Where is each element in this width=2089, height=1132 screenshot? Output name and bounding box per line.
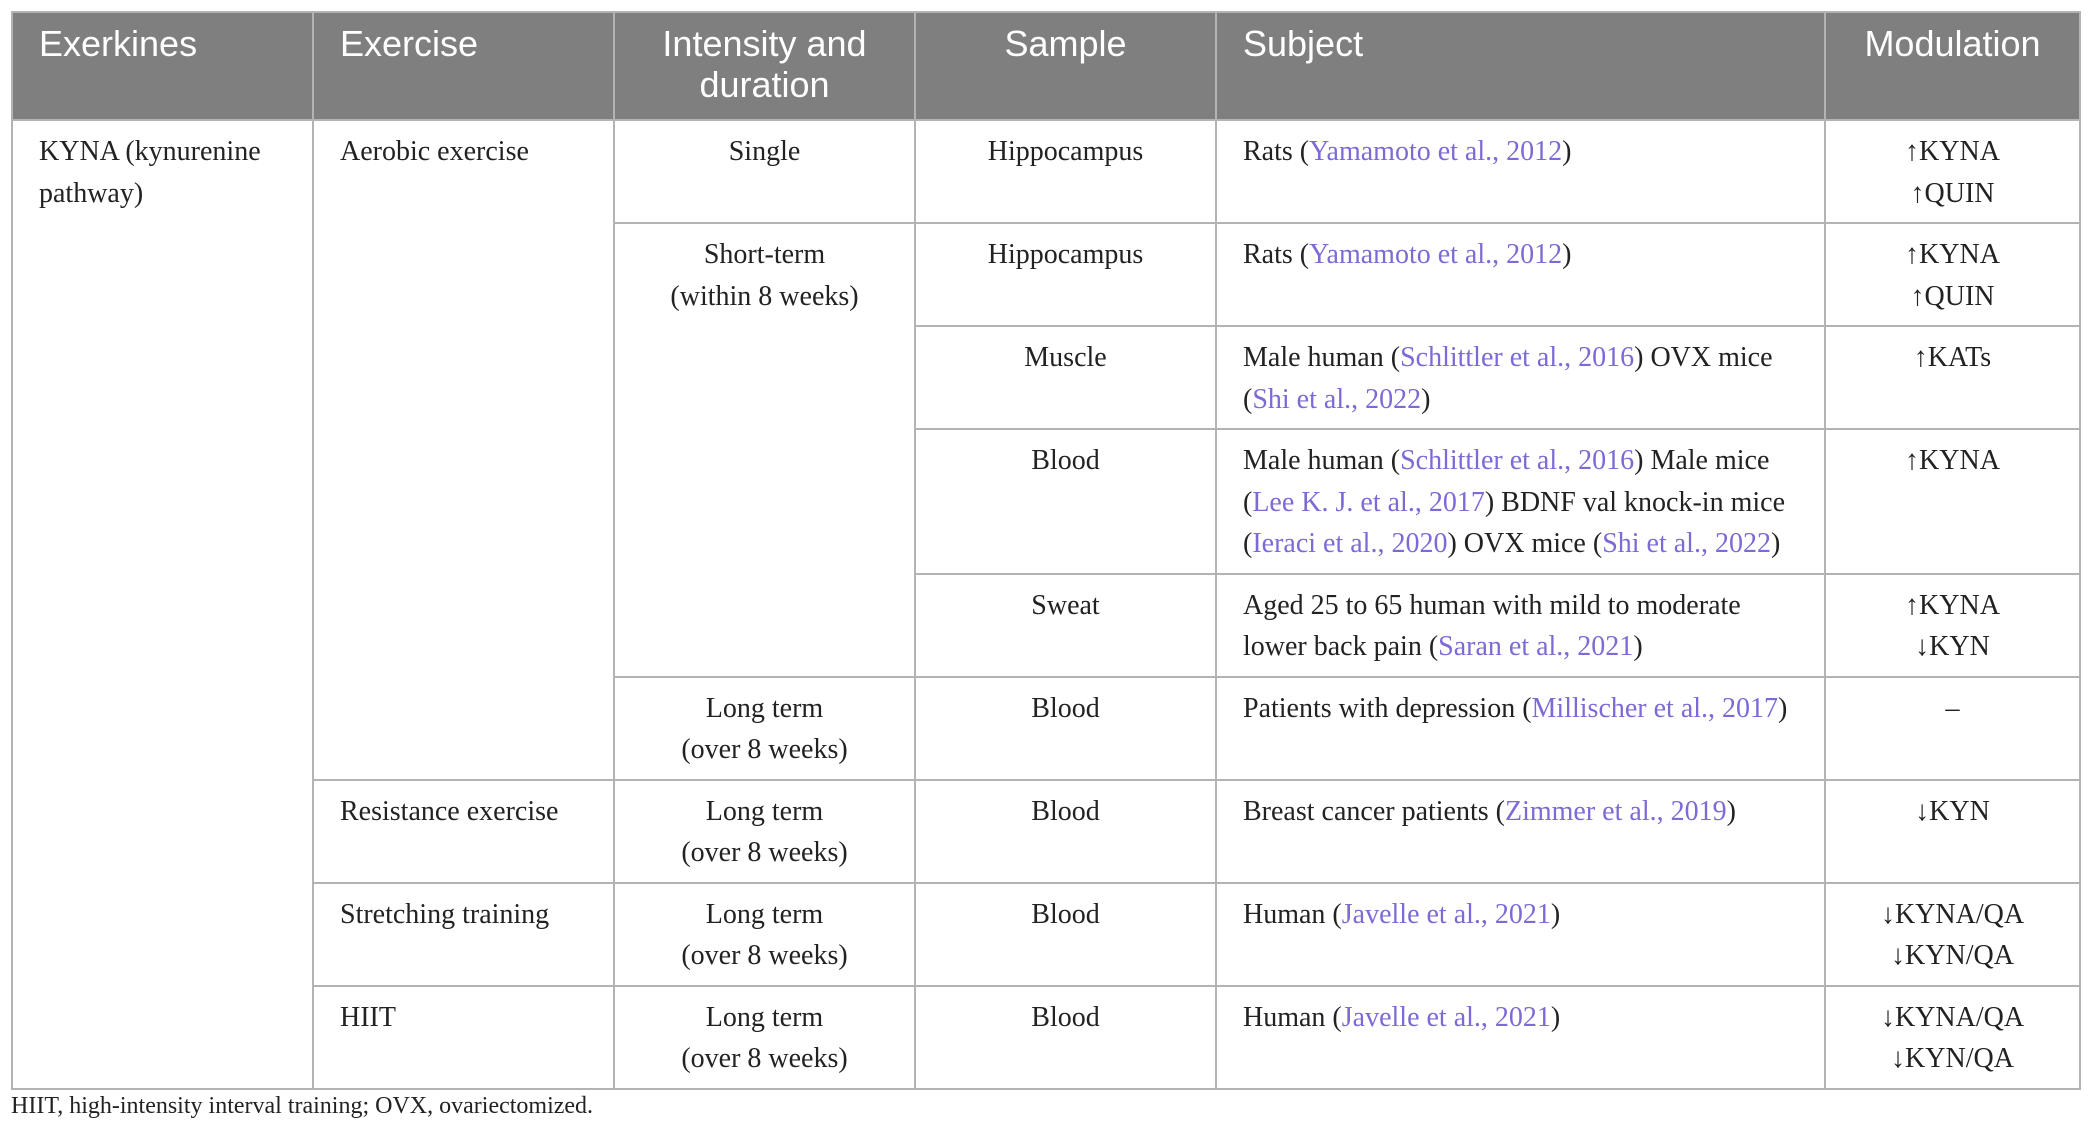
subject-text: ) OVX mice ( <box>1447 528 1603 559</box>
citation-link[interactable]: Shi et al., 2022 <box>1252 383 1422 415</box>
subject-text: Aged 25 to 65 human with mild to moderate lower back pain ( <box>1243 589 1741 662</box>
citation-link[interactable]: Millischer et al., 2017 <box>1531 692 1779 724</box>
intensity-long-term-line2: (over 8 weeks) <box>681 837 848 868</box>
intensity-long-term-line1: Long term <box>705 795 824 827</box>
header-subject: Subject <box>1216 12 1825 120</box>
modulation-cell <box>1825 780 2080 883</box>
exercise-stretching-cell: Stretching training <box>313 883 614 986</box>
modulation-cell <box>1825 429 2080 574</box>
header-exerkines: Exerkines <box>12 12 313 120</box>
modulation-cell <box>1825 883 2080 986</box>
modulation-cell <box>1825 677 2080 780</box>
intensity-long-term-line2: (over 8 weeks) <box>681 940 848 971</box>
table-row <box>12 883 2080 986</box>
header-intensity-duration: Intensity and duration <box>614 12 915 120</box>
subject-text: ) <box>1562 136 1572 167</box>
subject-text: Human ( <box>1243 1001 1342 1033</box>
modulation-value: ↑QUIN <box>1910 177 1995 209</box>
subject-cell <box>1216 120 1825 223</box>
table-row <box>12 120 2080 223</box>
modulation-value: – <box>1945 692 1960 724</box>
subject-text: ) <box>1562 239 1572 270</box>
intensity-long-term-line1: Long term <box>705 1001 824 1033</box>
modulation-value: ↑KATs <box>1913 342 1992 373</box>
citation-link[interactable]: Zimmer et al., 2019 <box>1504 795 1727 827</box>
modulation-cell <box>1825 326 2080 429</box>
subject-cell <box>1216 429 1825 574</box>
exercise-aerobic-cell: Aerobic exercise <box>313 120 614 780</box>
subject-text: Human ( <box>1243 898 1342 930</box>
sample-cell: Sweat <box>915 574 1216 677</box>
sample-cell: Blood <box>915 677 1216 780</box>
modulation-value: ↑KYNA <box>1905 589 2000 621</box>
citation-link[interactable]: Schlittler et al., 2016 <box>1400 445 1635 476</box>
modulation-value: ↓KYN <box>1915 631 1990 662</box>
subject-text: Patients with depression ( <box>1243 692 1532 724</box>
citation-link[interactable]: Javelle et al., 2021 <box>1341 1001 1551 1033</box>
intensity-long-term-line1: Long term <box>705 692 824 724</box>
sample-cell: Muscle <box>915 326 1216 429</box>
citation-link[interactable]: Yamamoto et al., 2012 <box>1309 136 1563 167</box>
modulation-value: ↑QUIN <box>1910 280 1995 312</box>
subject-text: ) <box>1770 528 1781 559</box>
intensity-long-term-cell <box>614 677 915 780</box>
intensity-single-cell: Single <box>614 120 915 223</box>
header-exercise: Exercise <box>313 12 614 120</box>
table-footnote: HIIT, high-intensity interval training; OVX, ovariectomized. <box>11 1093 594 1119</box>
subject-text: ) <box>1421 383 1431 415</box>
subject-cell <box>1216 223 1825 326</box>
exerkine-cell: KYNA (kynurenine pathway) <box>12 120 313 1089</box>
modulation-value: ↑KYNA <box>1905 445 2000 476</box>
modulation-value: ↓KYNA/QA <box>1880 1001 2025 1033</box>
header-sample: Sample <box>915 12 1216 120</box>
modulation-cell <box>1825 574 2080 677</box>
exerkine-table <box>11 11 2081 1090</box>
subject-text: ) <box>1550 1001 1561 1033</box>
modulation-value: ↓KYN/QA <box>1891 1043 2014 1074</box>
intensity-long-term-cell <box>614 986 915 1089</box>
exercise-hiit-cell: HIIT <box>313 986 614 1089</box>
citation-link[interactable]: Javelle et al., 2021 <box>1341 898 1551 930</box>
sample-cell: Blood <box>915 429 1216 574</box>
subject-text: Breast cancer patients ( <box>1243 795 1505 827</box>
table-wrapper <box>11 11 2079 1090</box>
subject-text: Rats ( <box>1243 239 1310 270</box>
intensity-short-term-line2: (within 8 weeks) <box>670 280 859 312</box>
sample-cell: Hippocampus <box>915 120 1216 223</box>
intensity-long-term-line2: (over 8 weeks) <box>681 1043 848 1074</box>
modulation-cell <box>1825 120 2080 223</box>
citation-link[interactable]: Yamamoto et al., 2012 <box>1309 239 1563 270</box>
modulation-value: ↓KYNA/QA <box>1880 898 2025 930</box>
subject-text: ) <box>1726 795 1736 827</box>
sample-cell: Hippocampus <box>915 223 1216 326</box>
intensity-long-term-cell <box>614 883 915 986</box>
subject-text: Rats ( <box>1243 136 1310 167</box>
subject-cell <box>1216 326 1825 429</box>
subject-cell <box>1216 986 1825 1089</box>
intensity-short-term-cell <box>614 223 915 677</box>
modulation-value: ↑KYNA <box>1905 136 2000 167</box>
intensity-long-term-line1: Long term <box>705 898 824 930</box>
subject-cell <box>1216 574 1825 677</box>
intensity-short-term-line1: Short-term <box>703 239 826 270</box>
subject-cell <box>1216 883 1825 986</box>
intensity-long-term-cell <box>614 780 915 883</box>
citation-link[interactable]: Shi et al., 2022 <box>1602 528 1771 559</box>
sample-cell: Blood <box>915 883 1216 986</box>
subject-text: ) <box>1778 692 1788 724</box>
subject-text: ) OVX mice ( <box>1243 342 1773 415</box>
citation-link[interactable]: Lee K. J. et al., 2017 <box>1252 486 1485 518</box>
subject-cell <box>1216 780 1825 883</box>
subject-cell <box>1216 677 1825 780</box>
table-row <box>12 780 2080 883</box>
intensity-long-term-line2: (over 8 weeks) <box>681 734 848 765</box>
subject-text: Male human ( <box>1243 445 1401 476</box>
citation-link[interactable]: Ieraci et al., 2020 <box>1252 528 1448 559</box>
subject-text: ) <box>1633 631 1643 662</box>
subject-text: ) BDNF val knock-in mice ( <box>1243 486 1785 559</box>
subject-text: ) <box>1550 898 1561 930</box>
sample-cell: Blood <box>915 780 1216 883</box>
citation-link[interactable]: Schlittler et al., 2016 <box>1400 342 1635 373</box>
modulation-cell <box>1825 223 2080 326</box>
modulation-value: ↑KYNA <box>1905 239 2000 270</box>
exercise-resistance-cell: Resistance exercise <box>313 780 614 883</box>
table-row <box>12 986 2080 1089</box>
citation-link[interactable]: Saran et al., 2021 <box>1438 631 1634 662</box>
modulation-cell <box>1825 986 2080 1089</box>
header-modulation: Modulation <box>1825 12 2080 120</box>
modulation-value: ↓KYN <box>1915 795 1990 827</box>
modulation-value: ↓KYN/QA <box>1891 940 2014 971</box>
sample-cell: Blood <box>915 986 1216 1089</box>
subject-text: ) Male mice ( <box>1243 445 1770 518</box>
header-row <box>12 12 2080 120</box>
subject-text: Male human ( <box>1243 342 1401 373</box>
